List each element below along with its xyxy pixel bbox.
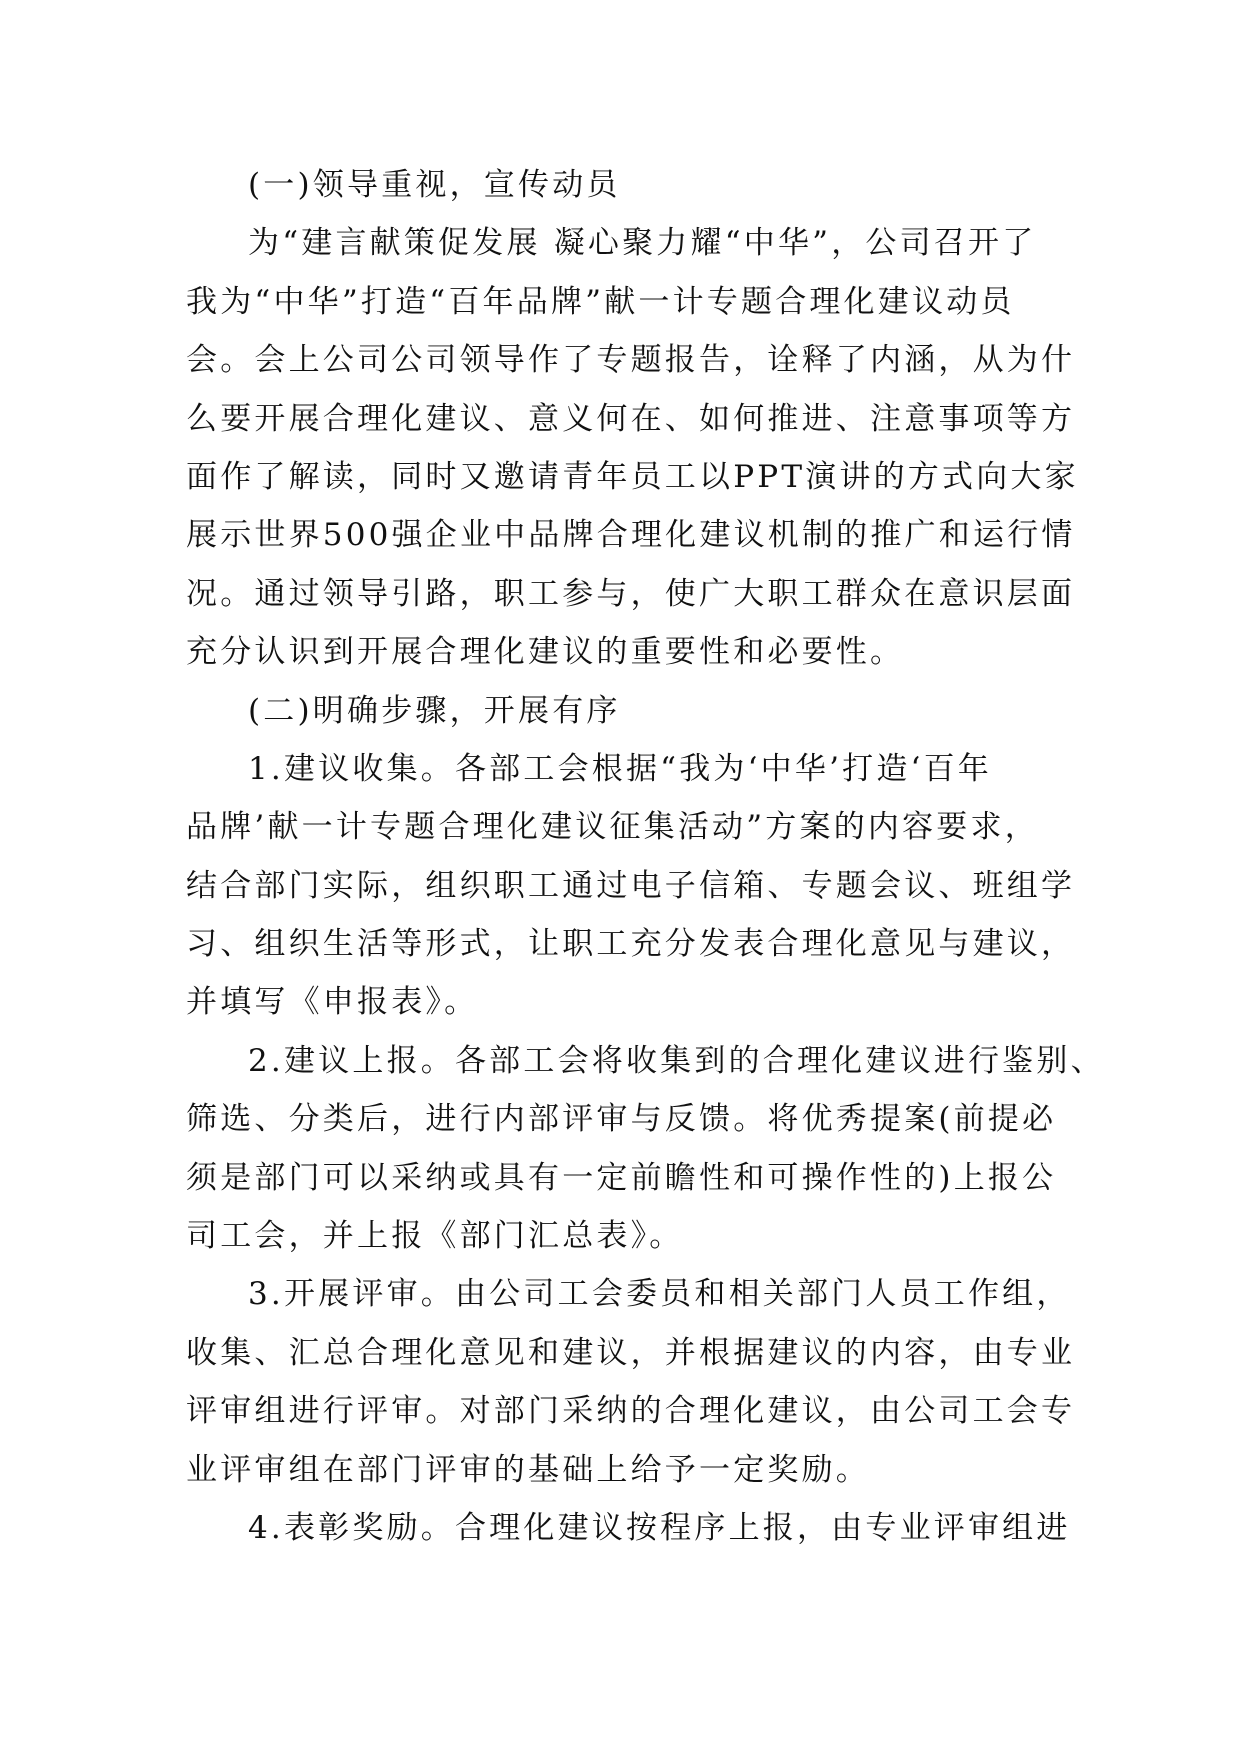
paragraph-line: 评审组进行评审。对部门采纳的合理化建议，由公司工会专 xyxy=(186,1393,1076,1430)
paragraph-line: 为“建言献策促发展 凝心聚力耀“中华”，公司召开了 xyxy=(248,225,1037,262)
paragraph-line: 收集、汇总合理化意见和建议，并根据建议的内容，由专业 xyxy=(186,1334,1076,1371)
paragraph-line: 业评审组在部门评审的基础上给予一定奖励。 xyxy=(186,1451,870,1488)
paragraph-line: 充分认识到开展合理化建议的重要性和必要性。 xyxy=(186,634,905,671)
paragraph-line: 1.建议收集。各部工会根据“我为‘中华’打造‘百年 xyxy=(248,750,992,787)
section-heading-1: (一)领导重视，宣传动员 xyxy=(248,167,621,203)
paragraph-line: 筛选、分类后，进行内部评审与反馈。将优秀提案(前提必 xyxy=(186,1101,1057,1138)
document-body xyxy=(186,156,1105,1557)
paragraph-line: 4.表彰奖励。合理化建议按程序上报，由专业评审组进 xyxy=(248,1509,1071,1546)
paragraph-line: 面作了解读，同时又邀请青年员工以PPT演讲的方式向大家 xyxy=(186,458,1079,495)
paragraph-line: 展示世界500强企业中品牌合理化建议机制的推广和运行情 xyxy=(186,517,1076,554)
paragraph-line: 须是部门可以采纳或具有一定前瞻性和可操作性的)上报公 xyxy=(186,1159,1057,1196)
paragraph-line: 3.开展评审。由公司工会委员和相关部门人员工作组， xyxy=(248,1276,1071,1313)
paragraph-line: 结合部门实际，组织职工通过电子信箱、专题会议、班组学 xyxy=(186,867,1076,904)
paragraph-line: 司工会，并上报《部门汇总表》。 xyxy=(186,1218,684,1255)
paragraph-line: 2.建议上报。各部工会将收集到的合理化建议进行鉴别、 xyxy=(248,1042,1105,1079)
paragraph-line: 会。会上公司公司领导作了专题报告，诠释了内涵，从为什 xyxy=(186,342,1076,379)
paragraph-line: 我为“中华”打造“百年品牌”献一计专题合理化建议动员 xyxy=(186,283,1015,320)
paragraph-line: 品牌’献一计专题合理化建议征集活动”方案的内容要求， xyxy=(186,809,1039,846)
section-heading-2: (二)明确步骤，开展有序 xyxy=(248,692,621,729)
paragraph-line: 习、组织生活等形式，让职工充分发表合理化意见与建议， xyxy=(186,926,1076,963)
paragraph-line: 并填写《申报表》。 xyxy=(186,984,479,1021)
paragraph-line: 况。通过领导引路，职工参与，使广大职工群众在意识层面 xyxy=(186,575,1076,612)
paragraph-line: 么要开展合理化建议、意义何在、如何推进、注意事项等方 xyxy=(186,400,1076,437)
